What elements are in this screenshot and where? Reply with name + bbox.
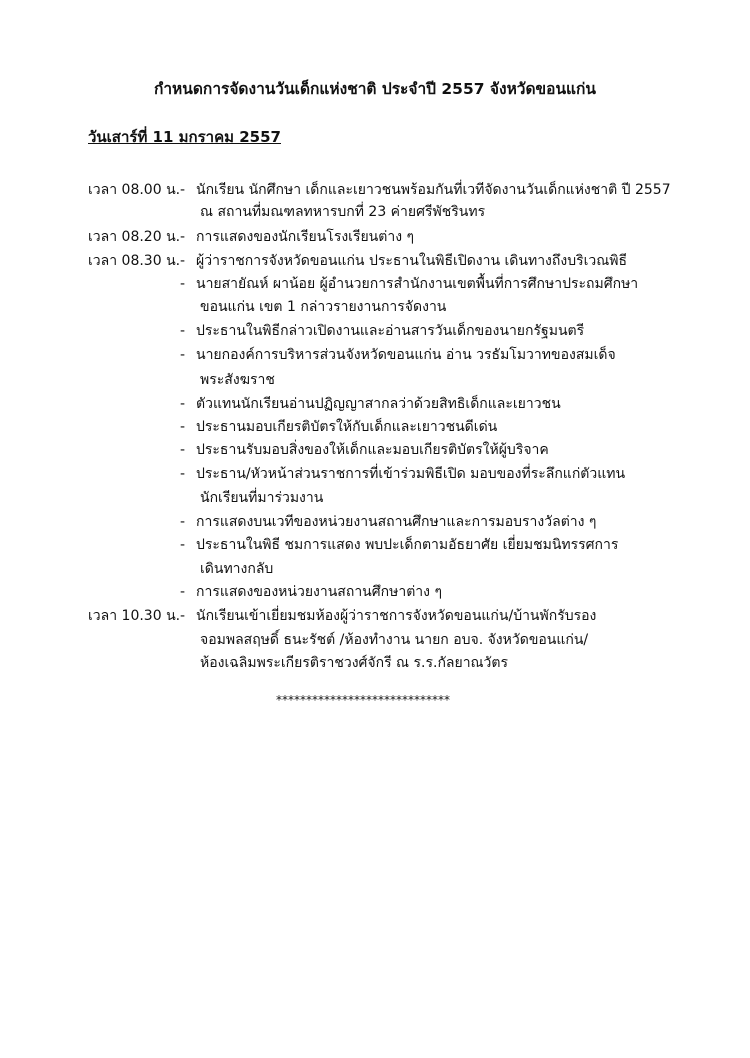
item-text: ประธาน/หัวหน้าส่วนราชการที่เข้าร่วมพิธีเปิด มอบของที่ระลึกแก่ตัวแทน <box>196 466 626 482</box>
bullet-dash: - <box>180 514 186 530</box>
time-label: เวลา 08.30 น. <box>88 253 181 269</box>
bullet-dash: - <box>180 466 186 482</box>
time-label: เวลา 10.30 น. <box>88 608 181 624</box>
bullet-dash: - <box>180 584 186 600</box>
schedule-item <box>180 416 497 438</box>
item-continuation: เดินทางกลับ <box>200 561 274 577</box>
item-continuation: ห้องเฉลิมพระเกียรติราชวงศ์จักรี ณ ร.ร.กัลยาณวัตร <box>200 655 509 671</box>
item-text: การแสดงของหน่วยงานสถานศึกษาต่าง ๆ <box>196 584 442 600</box>
item-text: นักเรียน นักศึกษา เด็กและเยาวชนพร้อมกันที่เวทีจัดงานวันเด็กแห่งชาติ ปี 2557 <box>196 182 671 198</box>
bullet-dash: - <box>180 537 186 553</box>
bullet-dash: - <box>180 419 186 435</box>
schedule-item <box>180 605 596 627</box>
bullet-dash: - <box>180 347 186 363</box>
item-continuation: ขอนแก่น เขต 1 กล่าวรายงานการจัดงาน <box>200 299 447 315</box>
item-text: นายสายัณห์ ผาน้อย ผู้อำนวยการสำนักงานเขตพื้นที่การศึกษาประถมศึกษา <box>196 276 639 292</box>
schedule-item <box>180 581 442 603</box>
schedule-item <box>180 320 584 342</box>
item-text: ประธานมอบเกียรติบัตรให้กับเด็กและเยาวชนดีเด่น <box>196 419 498 435</box>
bullet-dash: - <box>180 608 186 624</box>
schedule-item <box>180 179 671 201</box>
item-text: การแสดงบนเวทีของหน่วยงานสถานศึกษาและการมอบรางวัลต่าง ๆ <box>196 514 597 530</box>
item-text: นายกองค์การบริหารส่วนจังหวัดขอนแก่น อ่าน วรธัมโมวาทของสมเด็จ <box>196 347 616 363</box>
time-label: เวลา 08.20 น. <box>88 229 181 245</box>
time-label: เวลา 08.00 น. <box>88 182 181 198</box>
schedule-item <box>180 511 596 533</box>
schedule-item <box>180 273 638 295</box>
item-text: ประธานรับมอบสิ่งของให้เด็กและมอบเกียรติบัตรให้ผู้บริจาค <box>196 442 549 458</box>
item-continuation: ณ สถานที่มณฑลทหารบกที่ 23 ค่ายศรีพัชรินทร <box>200 204 486 220</box>
item-text: ประธานในพิธี ชมการแสดง พบปะเด็กตามอัธยาศัย เยี่ยมชมนิทรรศการ <box>196 537 619 553</box>
separator-line: ***************************** <box>276 693 450 707</box>
schedule-item <box>180 226 414 248</box>
bullet-dash: - <box>180 323 186 339</box>
item-text: นักเรียนเข้าเยี่ยมชมห้องผู้ว่าราชการจังหวัดขอนแก่น/บ้านพักรับรอง <box>196 608 597 624</box>
schedule-item <box>180 250 627 272</box>
schedule-item <box>180 463 625 485</box>
document-title: กำหนดการจัดงานวันเด็กแห่งชาติ ประจำปี 2557 จังหวัดขอนแก่น <box>153 80 597 98</box>
event-date: วันเสาร์ที่ 11 มกราคม 2557 <box>88 128 281 146</box>
item-continuation: พระสังฆราช <box>200 372 275 388</box>
item-continuation: จอมพลสฤษดิ์ ธนะรัชต์ /ห้องทำงาน นายก อบจ. จังหวัดขอนแก่น/ <box>200 632 589 648</box>
bullet-dash: - <box>180 442 186 458</box>
schedule-item <box>180 344 616 366</box>
bullet-dash: - <box>180 396 186 412</box>
bullet-dash: - <box>180 229 186 245</box>
item-continuation: นักเรียนที่มาร่วมงาน <box>200 490 324 506</box>
schedule-item <box>180 393 561 415</box>
bullet-dash: - <box>180 276 186 292</box>
schedule-item <box>180 439 549 461</box>
item-text: การแสดงของนักเรียนโรงเรียนต่าง ๆ <box>196 229 415 245</box>
item-text: ผู้ว่าราชการจังหวัดขอนแก่น ประธานในพิธีเปิดงาน เดินทางถึงบริเวณพิธี <box>196 253 628 269</box>
item-text: ตัวแทนนักเรียนอ่านปฏิญญาสากลว่าด้วยสิทธิเด็กและเยาวชน <box>196 396 561 412</box>
bullet-dash: - <box>180 253 186 269</box>
item-text: ประธานในพิธีกล่าวเปิดงานและอ่านสารวันเด็กของนายกรัฐมนตรี <box>196 323 585 339</box>
bullet-dash: - <box>180 182 186 198</box>
schedule-item <box>180 534 618 556</box>
